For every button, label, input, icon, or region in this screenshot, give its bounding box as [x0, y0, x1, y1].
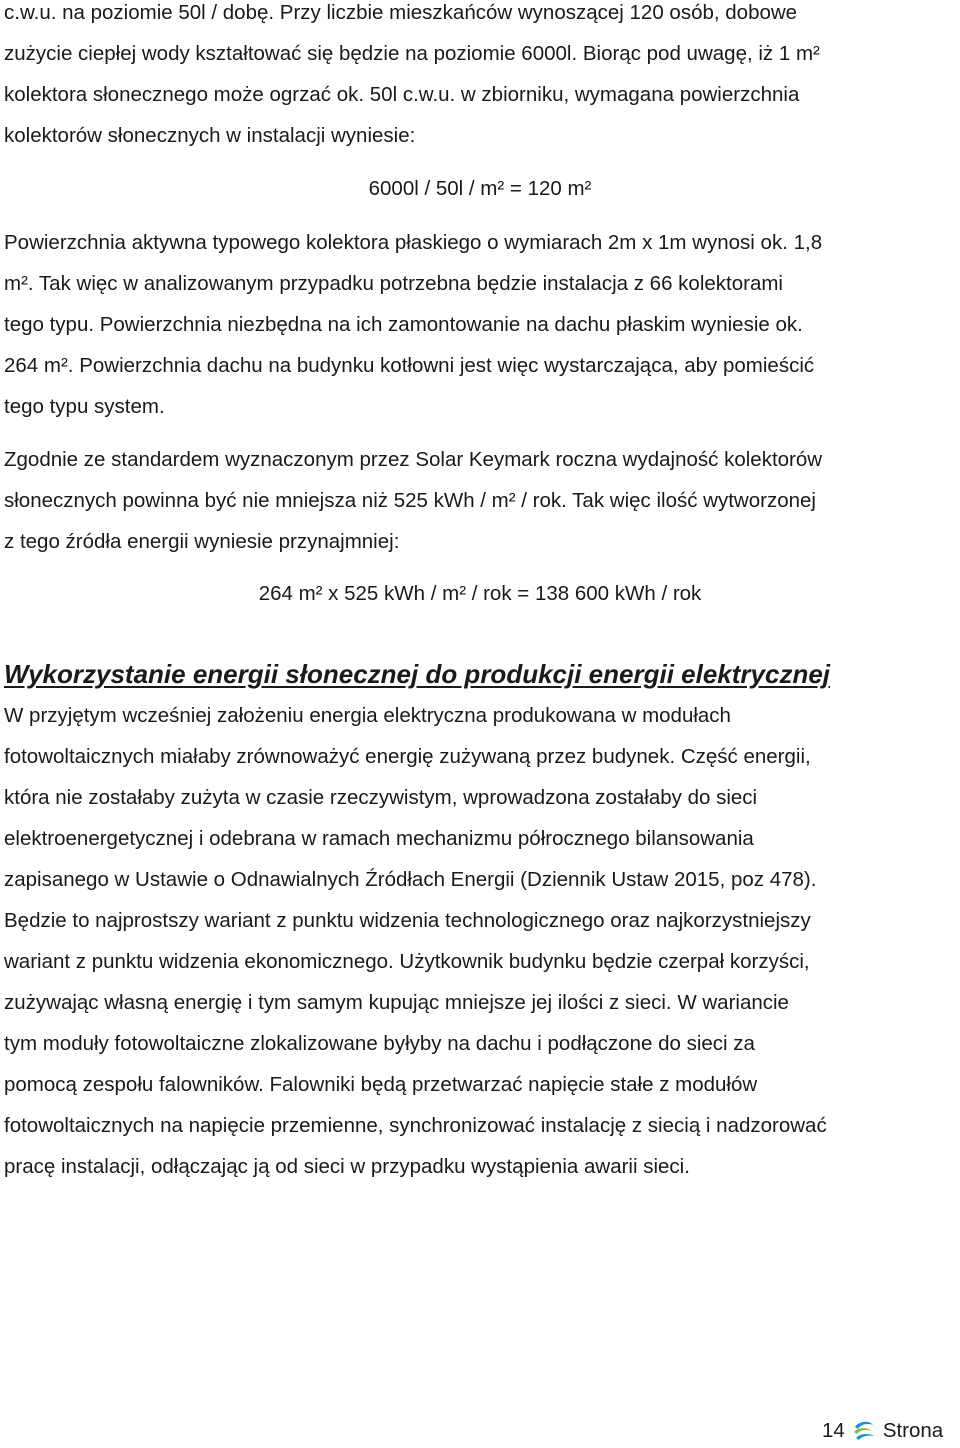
formula-annual-yield: 264 m² x 525 kWh / m² / rok = 138 600 kWh / rok	[258, 582, 702, 605]
page-number: 14	[822, 1419, 845, 1442]
paragraph1-line-4: kolektorów słonecznych w instalacji wyniesie:	[4, 124, 416, 147]
paragraph2-line-5: tego typu system.	[4, 395, 165, 418]
paragraph4-line-4: elektroenergetycznej i odebrana w ramach mechanizmu półrocznego bilansowania	[4, 827, 754, 850]
paragraph2-line-2: m². Tak więc w analizowanym przypadku potrzebna będzie instalacja z 66 kolektorami	[4, 272, 783, 295]
page-footer	[822, 1418, 943, 1444]
formula-collector-area: 6000l / 50l / m² = 120 m²	[368, 177, 592, 200]
paragraph3-line-1: Zgodnie ze standardem wyznaczonym przez Solar Keymark roczna wydajność kolektorów	[4, 448, 823, 471]
paragraph4-line-3: która nie zostałaby zużyta w czasie rzeczywistym, wprowadzona zostałaby do sieci	[4, 786, 758, 809]
paragraph1-line-1: c.w.u. na poziomie 50l / dobę. Przy liczbie mieszkańców wynoszącej 120 osób, dobowe	[4, 1, 798, 24]
paragraph2-line-4: 264 m². Powierzchnia dachu na budynku kotłowni jest więc wystarczająca, aby pomieścić	[4, 354, 815, 377]
paragraph4-line-8: zużywając własną energię i tym samym kupując mniejsze jej ilości z sieci. W wariancie	[4, 991, 789, 1014]
paragraph1-line-3: kolektora słonecznego może ogrzać ok. 50l c.w.u. w zbiorniku, wymagana powierzchnia	[4, 83, 800, 106]
paragraph4-line-6: Będzie to najprostszy wariant z punktu widzenia technologicznego oraz najkorzystniejszy	[4, 909, 811, 932]
section-heading: Wykorzystanie energii słonecznej do produkcji energii elektrycznej	[4, 659, 831, 689]
paragraph4-line-9: tym moduły fotowoltaiczne zlokalizowane byłyby na dachu i podłączone do sieci za	[4, 1032, 755, 1055]
paragraph4-line-10: pomocą zespołu falowników. Falowniki będą przetwarzać napięcie stałe z modułów	[4, 1073, 758, 1096]
paragraph4-line-2: fotowoltaicznych miałaby zrównoważyć energię zużywaną przez budynek. Część energii,	[4, 745, 811, 768]
paragraph4-line-11: fotowoltaicznych na napięcie przemienne, synchronizować instalację z siecią i nadzorować	[4, 1114, 827, 1137]
paragraph2-line-3: tego typu. Powierzchnia niezbędna na ich zamontowanie na dachu płaskim wyniesie ok.	[4, 313, 803, 336]
paragraph3-line-3: z tego źródła energii wyniesie przynajmniej:	[4, 530, 400, 553]
paragraph4-line-5: zapisanego w Ustawie o Odnawialnych Źródłach Energii (Dziennik Ustaw 2015, poz 478).	[4, 868, 817, 891]
paragraph4-line-1: W przyjętym wcześniej założeniu energia elektryczna produkowana w modułach	[4, 704, 731, 727]
paragraph2-line-1: Powierzchnia aktywna typowego kolektora płaskiego o wymiarach 2m x 1m wynosi ok. 1,8	[4, 231, 823, 254]
paragraph4-line-12: pracę instalacji, odłączając ją od sieci w przypadku wystąpienia awarii sieci.	[4, 1155, 690, 1178]
paragraph3-line-2: słonecznych powinna być nie mniejsza niż 525 kWh / m² / rok. Tak więc ilość wytworzonej	[4, 489, 816, 512]
brand-name: Strona	[882, 1419, 944, 1442]
paragraph4-line-7: wariant z punktu widzenia ekonomicznego. Użytkownik budynku będzie czerpał korzyści,	[4, 950, 810, 973]
paragraph1-line-2: zużycie ciepłej wody kształtować się będzie na poziomie 6000l. Biorąc pod uwagę, iż 1 m²	[4, 42, 820, 65]
strona-logo-icon	[851, 1418, 877, 1444]
